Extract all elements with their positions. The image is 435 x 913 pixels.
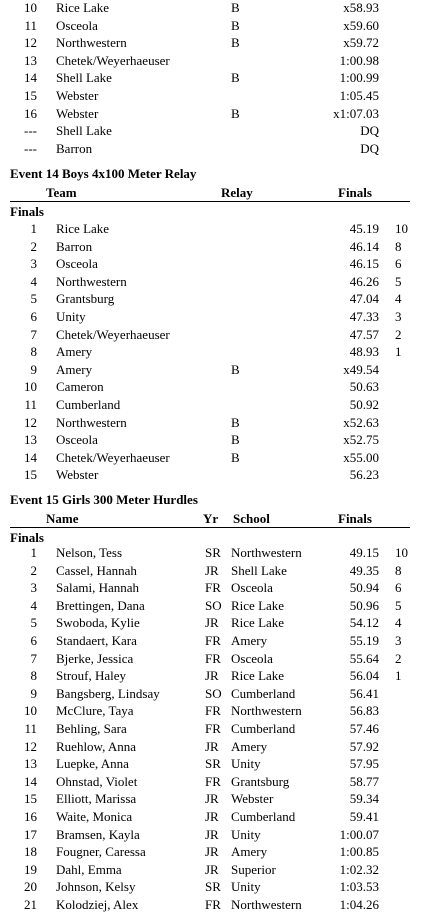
place-cell: 8 xyxy=(30,344,37,360)
year-cell: JR xyxy=(205,615,219,631)
mark-cell: 46.15 xyxy=(349,256,379,272)
team-cell: Unity xyxy=(56,309,86,324)
athlete-name-cell: Nelson, Tess xyxy=(56,545,123,560)
result-row xyxy=(0,414,435,431)
result-row xyxy=(0,431,435,448)
result-row xyxy=(0,0,435,16)
event14-title: Event 14 Boys 4x100 Meter Relay xyxy=(10,166,197,181)
team-cell: Shell Lake xyxy=(56,123,112,139)
mark-cell: 47.33 xyxy=(349,309,379,324)
mark-cell: DQ xyxy=(360,140,379,156)
mark-cell: DQ xyxy=(360,123,379,139)
points-cell: 8 xyxy=(395,238,402,254)
place-cell: 9 xyxy=(30,361,37,377)
place-cell: 3 xyxy=(30,580,37,596)
name-header: Name xyxy=(46,511,79,526)
mark-cell: x58.93 xyxy=(343,0,379,15)
mark-cell: 58.77 xyxy=(349,773,379,789)
result-row xyxy=(0,34,435,51)
place-cell: 18 xyxy=(24,844,37,860)
mark-cell: 57.92 xyxy=(349,738,379,754)
mark-cell: 48.93 xyxy=(349,344,379,360)
result-row xyxy=(0,826,435,843)
team-cell: Cumberland xyxy=(56,397,121,412)
team-cell: Amery xyxy=(56,344,93,360)
place-cell: 13 xyxy=(24,756,37,772)
school-cell: Rice Lake xyxy=(231,597,285,613)
mark-cell: 56.83 xyxy=(349,703,379,719)
result-row xyxy=(0,52,435,69)
relay-cell: B xyxy=(231,361,240,377)
athlete-name-cell: Bangsberg, Lindsay xyxy=(56,685,160,701)
school-cell: Northwestern xyxy=(231,703,302,719)
place-cell: 13 xyxy=(24,52,37,68)
place-cell: 16 xyxy=(24,809,37,824)
points-cell: 5 xyxy=(395,273,402,289)
relay-header: Relay xyxy=(221,185,253,200)
mark-cell: 45.19 xyxy=(349,221,379,236)
mark-cell: 1:00.98 xyxy=(339,52,379,68)
mark-cell: 56.23 xyxy=(349,467,379,483)
mark-cell: 55.19 xyxy=(349,633,379,648)
place-cell: 5 xyxy=(30,615,37,631)
points-cell: 10 xyxy=(395,545,408,560)
result-row xyxy=(0,326,435,343)
result-row xyxy=(0,896,435,913)
athlete-name-cell: Luepke, Anna xyxy=(56,756,129,772)
relay-cell: B xyxy=(231,105,240,121)
result-row xyxy=(0,238,435,255)
place-cell: --- xyxy=(24,140,37,156)
mark-cell: 47.04 xyxy=(349,291,379,307)
school-cell: Cumberland xyxy=(231,685,296,701)
place-cell: --- xyxy=(24,123,37,139)
result-row xyxy=(0,290,435,307)
school-cell: Unity xyxy=(231,879,261,895)
mark-cell: 55.64 xyxy=(349,650,379,666)
year-cell: FR xyxy=(205,703,221,719)
athlete-name-cell: Bjerke, Jessica xyxy=(56,650,134,666)
place-cell: 14 xyxy=(24,449,37,465)
team-cell: Webster xyxy=(56,467,99,483)
year-cell: JR xyxy=(205,844,219,860)
mark-cell: x59.60 xyxy=(343,17,379,33)
event15-header-rule xyxy=(10,527,410,528)
year-cell: FR xyxy=(205,773,221,789)
school-cell: Northwestern xyxy=(231,897,302,912)
athlete-name-cell: Bramsen, Kayla xyxy=(56,826,140,842)
result-row xyxy=(0,69,435,86)
team-cell: Northwestern xyxy=(56,414,127,430)
result-row xyxy=(0,17,435,34)
school-cell: Shell Lake xyxy=(231,562,287,578)
points-cell: 2 xyxy=(395,326,402,342)
mark-cell: 1:03.53 xyxy=(339,879,379,895)
place-cell: 19 xyxy=(24,861,37,877)
event14-section-label: Finals xyxy=(10,204,44,219)
result-row xyxy=(0,667,435,684)
result-row xyxy=(0,140,435,157)
mark-cell: x59.72 xyxy=(343,35,379,51)
place-cell: 20 xyxy=(24,879,37,895)
relay-cell: B xyxy=(231,0,240,15)
athlete-name-cell: Elliott, Marissa xyxy=(56,791,137,807)
team-cell: Osceola xyxy=(56,256,98,272)
result-row xyxy=(0,632,435,649)
mark-cell: 50.63 xyxy=(349,379,379,395)
points-cell: 10 xyxy=(395,221,408,236)
year-cell: FR xyxy=(205,633,221,648)
place-cell: 10 xyxy=(24,703,37,719)
mark-cell: 50.94 xyxy=(349,580,379,596)
place-cell: 2 xyxy=(30,238,37,254)
place-cell: 21 xyxy=(24,897,37,912)
athlete-name-cell: Ruehlow, Anna xyxy=(56,738,137,754)
mark-cell: 1:04.26 xyxy=(339,897,379,912)
place-cell: 15 xyxy=(24,88,37,103)
school-cell: Amery xyxy=(231,633,268,648)
result-row xyxy=(0,579,435,596)
athlete-name-cell: Behling, Sara xyxy=(56,721,127,736)
school-cell: Superior xyxy=(231,861,276,877)
team-cell: Webster xyxy=(56,88,99,103)
result-row xyxy=(0,738,435,755)
athlete-name-cell: Waite, Monica xyxy=(56,809,133,824)
year-cell: JR xyxy=(205,562,219,578)
mark-cell: 46.26 xyxy=(349,273,379,289)
place-cell: 10 xyxy=(24,0,37,15)
mark-cell: 1:00.99 xyxy=(339,70,379,86)
finals-header: Finals xyxy=(338,511,372,526)
year-cell: FR xyxy=(205,721,221,736)
mark-cell: x1:07.03 xyxy=(333,105,379,121)
school-cell: Amery xyxy=(231,844,268,860)
place-cell: 11 xyxy=(24,397,37,412)
place-cell: 4 xyxy=(30,273,37,289)
place-cell: 10 xyxy=(24,379,37,395)
school-cell: Rice Lake xyxy=(231,668,285,684)
team-cell: Northwestern xyxy=(56,273,127,289)
year-cell: JR xyxy=(205,668,219,684)
year-cell: SR xyxy=(205,879,221,895)
points-cell: 3 xyxy=(395,309,402,324)
points-cell: 1 xyxy=(395,344,402,360)
school-cell: Unity xyxy=(231,826,261,842)
mark-cell: 57.46 xyxy=(349,721,379,736)
result-row xyxy=(0,562,435,579)
result-row xyxy=(0,308,435,325)
points-cell: 6 xyxy=(395,256,402,272)
year-cell: JR xyxy=(205,826,219,842)
athlete-name-cell: Standaert, Kara xyxy=(56,633,137,648)
place-cell: 2 xyxy=(30,562,37,578)
relay-cell: B xyxy=(231,35,240,51)
team-cell: Rice Lake xyxy=(56,0,110,15)
school-cell: Cumberland xyxy=(231,721,296,736)
mark-cell: x49.54 xyxy=(343,361,379,377)
place-cell: 6 xyxy=(30,309,37,324)
year-cell: FR xyxy=(205,650,221,666)
yr-header: Yr xyxy=(203,511,219,526)
mark-cell: 1:05.45 xyxy=(339,88,379,103)
points-cell: 1 xyxy=(395,668,402,684)
mark-cell: 1:00.85 xyxy=(339,844,379,860)
place-cell: 7 xyxy=(30,650,37,666)
school-cell: Northwestern xyxy=(231,545,302,560)
result-row xyxy=(0,878,435,895)
year-cell: JR xyxy=(205,791,219,807)
points-cell: 5 xyxy=(395,597,402,613)
place-cell: 4 xyxy=(30,597,37,613)
mark-cell: 49.35 xyxy=(349,562,379,578)
finals-header: Finals xyxy=(338,185,372,200)
year-cell: FR xyxy=(205,580,221,596)
team-cell: Grantsburg xyxy=(56,291,115,307)
place-cell: 12 xyxy=(24,35,37,51)
result-row xyxy=(0,378,435,395)
mark-cell: 50.92 xyxy=(349,397,379,412)
result-row xyxy=(0,343,435,360)
team-cell: Cameron xyxy=(56,379,104,395)
result-row xyxy=(0,544,435,561)
team-header: Team xyxy=(46,185,77,200)
team-cell: Barron xyxy=(56,238,93,254)
result-row xyxy=(0,790,435,807)
athlete-name-cell: Brettingen, Dana xyxy=(56,597,145,613)
result-row xyxy=(0,861,435,878)
event14-column-headers xyxy=(0,184,435,201)
mark-cell: 1:02.32 xyxy=(339,861,379,877)
school-cell: Amery xyxy=(231,738,268,754)
athlete-name-cell: Fougner, Caressa xyxy=(56,844,146,860)
relay-cell: B xyxy=(231,414,240,430)
place-cell: 17 xyxy=(24,826,37,842)
result-row xyxy=(0,685,435,702)
athlete-name-cell: Ohnstad, Violet xyxy=(56,773,138,789)
mark-cell: x52.63 xyxy=(343,414,379,430)
place-cell: 12 xyxy=(24,738,37,754)
mark-cell: 50.96 xyxy=(349,597,379,613)
team-cell: Chetek/Weyerhaeuser xyxy=(56,449,170,465)
athlete-name-cell: Strouf, Haley xyxy=(56,668,127,684)
result-row xyxy=(0,843,435,860)
points-cell: 3 xyxy=(395,633,402,648)
school-cell: Osceola xyxy=(231,650,273,666)
relay-cell: B xyxy=(231,17,240,33)
mark-cell: 54.12 xyxy=(349,615,379,631)
place-cell: 15 xyxy=(24,467,37,483)
mark-cell: 47.57 xyxy=(349,326,379,342)
athlete-name-cell: Swoboda, Kylie xyxy=(56,615,140,631)
event14-header-rule xyxy=(10,201,410,202)
year-cell: JR xyxy=(205,861,219,877)
team-cell: Amery xyxy=(56,361,93,377)
event15-section-label: Finals xyxy=(10,530,44,545)
points-cell: 6 xyxy=(395,580,402,596)
mark-cell: x55.00 xyxy=(343,449,379,465)
result-row xyxy=(0,773,435,790)
mark-cell: 59.34 xyxy=(349,791,379,807)
year-cell: SR xyxy=(205,545,221,560)
school-cell: Cumberland xyxy=(231,809,296,824)
place-cell: 6 xyxy=(30,633,37,648)
mark-cell: 46.14 xyxy=(349,238,379,254)
team-cell: Shell Lake xyxy=(56,70,112,86)
relay-cell: B xyxy=(231,432,240,448)
year-cell: FR xyxy=(205,897,221,912)
athlete-name-cell: Salami, Hannah xyxy=(56,580,140,596)
result-row xyxy=(0,702,435,719)
athlete-name-cell: Dahl, Emma xyxy=(56,861,122,877)
place-cell: 16 xyxy=(24,105,37,121)
mark-cell: 56.41 xyxy=(349,685,379,701)
school-header: School xyxy=(233,511,270,526)
points-cell: 4 xyxy=(395,615,402,631)
event15-title: Event 15 Girls 300 Meter Hurdles xyxy=(10,492,198,507)
mark-cell: x52.75 xyxy=(343,432,379,448)
athlete-name-cell: McClure, Taya xyxy=(56,703,134,719)
mark-cell: 59.41 xyxy=(349,809,379,824)
result-row xyxy=(0,87,435,104)
year-cell: SO xyxy=(205,685,222,701)
year-cell: SO xyxy=(205,597,222,613)
year-cell: JR xyxy=(205,738,219,754)
result-row xyxy=(0,720,435,737)
team-cell: Webster xyxy=(56,105,99,121)
mark-cell: 57.95 xyxy=(349,756,379,772)
place-cell: 13 xyxy=(24,432,37,448)
place-cell: 1 xyxy=(30,545,37,560)
event15-column-headers xyxy=(0,510,435,527)
result-row xyxy=(0,105,435,122)
place-cell: 11 xyxy=(24,721,37,736)
result-row xyxy=(0,597,435,614)
team-cell: Rice Lake xyxy=(56,221,110,236)
result-row xyxy=(0,273,435,290)
result-row xyxy=(0,449,435,466)
result-row xyxy=(0,808,435,825)
place-cell: 15 xyxy=(24,791,37,807)
school-cell: Webster xyxy=(231,791,274,807)
team-cell: Northwestern xyxy=(56,35,127,51)
result-row xyxy=(0,466,435,483)
result-row xyxy=(0,122,435,139)
result-row xyxy=(0,220,435,237)
team-cell: Osceola xyxy=(56,432,98,448)
athlete-name-cell: Kolodziej, Alex xyxy=(56,897,139,912)
place-cell: 7 xyxy=(30,326,37,342)
place-cell: 14 xyxy=(24,773,37,789)
team-cell: Chetek/Weyerhaeuser xyxy=(56,52,170,68)
place-cell: 1 xyxy=(30,221,37,236)
place-cell: 8 xyxy=(30,668,37,684)
team-cell: Osceola xyxy=(56,17,98,33)
result-row xyxy=(0,614,435,631)
result-row xyxy=(0,396,435,413)
place-cell: 14 xyxy=(24,70,37,86)
place-cell: 5 xyxy=(30,291,37,307)
mark-cell: 49.15 xyxy=(349,545,379,560)
school-cell: Osceola xyxy=(231,580,273,596)
place-cell: 3 xyxy=(30,256,37,272)
school-cell: Unity xyxy=(231,756,261,772)
team-cell: Barron xyxy=(56,140,93,156)
athlete-name-cell: Johnson, Kelsy xyxy=(56,879,136,895)
mark-cell: 1:00.07 xyxy=(339,826,379,842)
points-cell: 8 xyxy=(395,562,402,578)
place-cell: 11 xyxy=(24,17,37,33)
result-row xyxy=(0,650,435,667)
year-cell: SR xyxy=(205,756,221,772)
school-cell: Grantsburg xyxy=(231,773,290,789)
points-cell: 4 xyxy=(395,291,402,307)
place-cell: 12 xyxy=(24,414,37,430)
place-cell: 9 xyxy=(30,685,37,701)
result-row xyxy=(0,361,435,378)
relay-cell: B xyxy=(231,449,240,465)
athlete-name-cell: Cassel, Hannah xyxy=(56,562,137,578)
result-row xyxy=(0,755,435,772)
school-cell: Rice Lake xyxy=(231,615,285,631)
result-row xyxy=(0,255,435,272)
relay-cell: B xyxy=(231,70,240,86)
points-cell: 2 xyxy=(395,650,402,666)
team-cell: Chetek/Weyerhaeuser xyxy=(56,326,170,342)
year-cell: JR xyxy=(205,809,219,824)
mark-cell: 56.04 xyxy=(349,668,379,684)
